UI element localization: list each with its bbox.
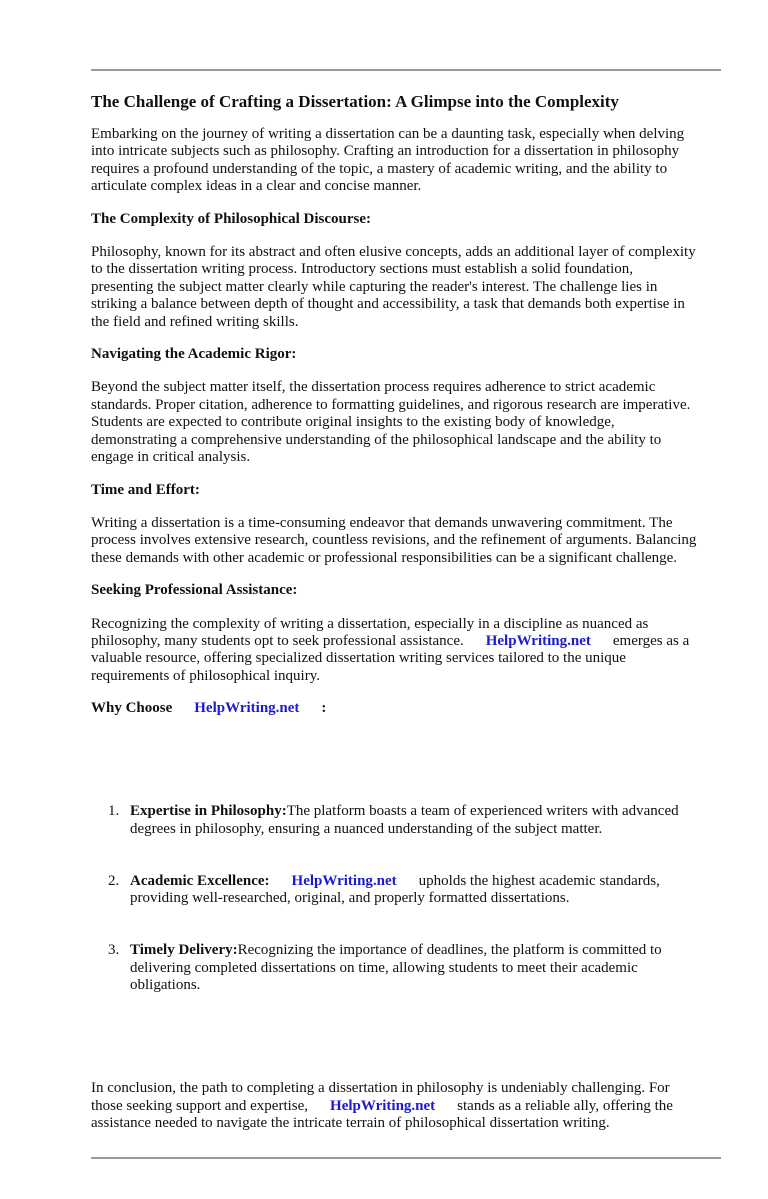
list-item-title: Expertise in Philosophy: [130, 803, 287, 820]
section-body-complexity: Philosophy, known for its abstract and often elusive concepts, adds an additional layer of complexity to the dissertation writing process. Introductory sections must establish a solid foundation, presenting the subject matter clearly while capturing the reader's interest. The challenge lies in striking a balance between depth of thought and accessibility, a task that demands both expertise in the field and refined writing skills. [91, 244, 696, 330]
top-divider [91, 69, 721, 71]
list-item-text: The platform boasts a team of experienced writers with advanced degrees in philosophy, ensuring a nuanced understanding of the subject matter. [130, 803, 679, 837]
conclusion-paragraph [91, 1080, 768, 1132]
assistance-text-before: Recognizing the complexity of writing a dissertation, especially in a discipline as nuanced as philosophy, many students opt to seek professional assistance. [91, 615, 649, 649]
helpwriting-link[interactable]: HelpWriting.net [485, 632, 591, 649]
intro-paragraph: Embarking on the journey of writing a dissertation can be a daunting task, especially when delving into intricate subjects such as philosophy. Crafting an introduction for a dissertation in philosophy requires a profound understanding of the topic, a mastery of academic writing, and the ability to articulate complex ideas in a clear and concise manner. [91, 126, 685, 195]
helpwriting-link[interactable]: HelpWriting.net [194, 700, 300, 717]
page-title: The Challenge of Crafting a Dissertation: A Glimpse into the Complexity [91, 92, 619, 111]
section-body-time: Writing a dissertation is a time-consuming endeavor that demands unwavering commitment. The process involves extensive research, countless revisions, and the refinement of arguments. Balancing these demands with other academic or professional responsibilities can be a significant challenge. [91, 514, 697, 566]
section-heading-complexity: The Complexity of Philosophical Discourse: [91, 210, 371, 227]
list-number: 2. [108, 872, 120, 889]
list-item [91, 873, 768, 908]
list-item-text: Recognizing the importance of deadlines, the platform is committed to delivering completed dissertations on time, allowing students to meet their academic obligations. [130, 942, 662, 994]
list-item [91, 942, 768, 994]
section-heading-time: Time and Effort: [91, 481, 200, 498]
section-heading-rigor: Navigating the Academic Rigor: [91, 346, 297, 363]
assistance-paragraph [91, 616, 768, 686]
assistance-text-after: emerges as a valuable resource, offering specialized dissertation writing services tailored to the unique requirements of philosophical inquiry. [91, 632, 690, 684]
bottom-divider [91, 1157, 721, 1159]
list-number: 3. [108, 942, 120, 959]
why-choose-label: Why Choose [91, 700, 173, 717]
list-number: 1. [108, 803, 120, 820]
why-choose-colon: : [321, 700, 327, 717]
section-body-rigor: Beyond the subject matter itself, the dissertation process requires adherence to strict academic standards. Proper citation, adherence to formatting guidelines, and rigorous research are imperative. Students are expected to contribute original insights to the existing body of knowledge, demonstrating a comprehensive understanding of the philosophical landscape and the ability to engage in critical analysis. [91, 379, 691, 466]
helpwriting-link[interactable]: HelpWriting.net [291, 872, 397, 889]
list-item [91, 803, 768, 838]
why-choose-heading [91, 700, 768, 717]
helpwriting-link[interactable]: HelpWriting.net [330, 1097, 436, 1114]
conclusion-text-before: In conclusion, the path to completing a dissertation in philosophy is undeniably challenging. For those seeking support and expertise, [91, 1080, 670, 1114]
conclusion-text-after: stands as a reliable ally, offering the assistance needed to navigate the intricate terrain of philosophical dissertation writing. [91, 1097, 673, 1132]
list-item-title: Academic Excellence: [130, 872, 270, 889]
section-heading-assistance: Seeking Professional Assistance: [91, 582, 298, 599]
list-item-title: Timely Delivery: [130, 942, 238, 959]
list-item-text: upholds the highest academic standards, providing well-researched, original, and properly formatted dissertations. [130, 872, 660, 907]
reasons-list [91, 734, 768, 1065]
